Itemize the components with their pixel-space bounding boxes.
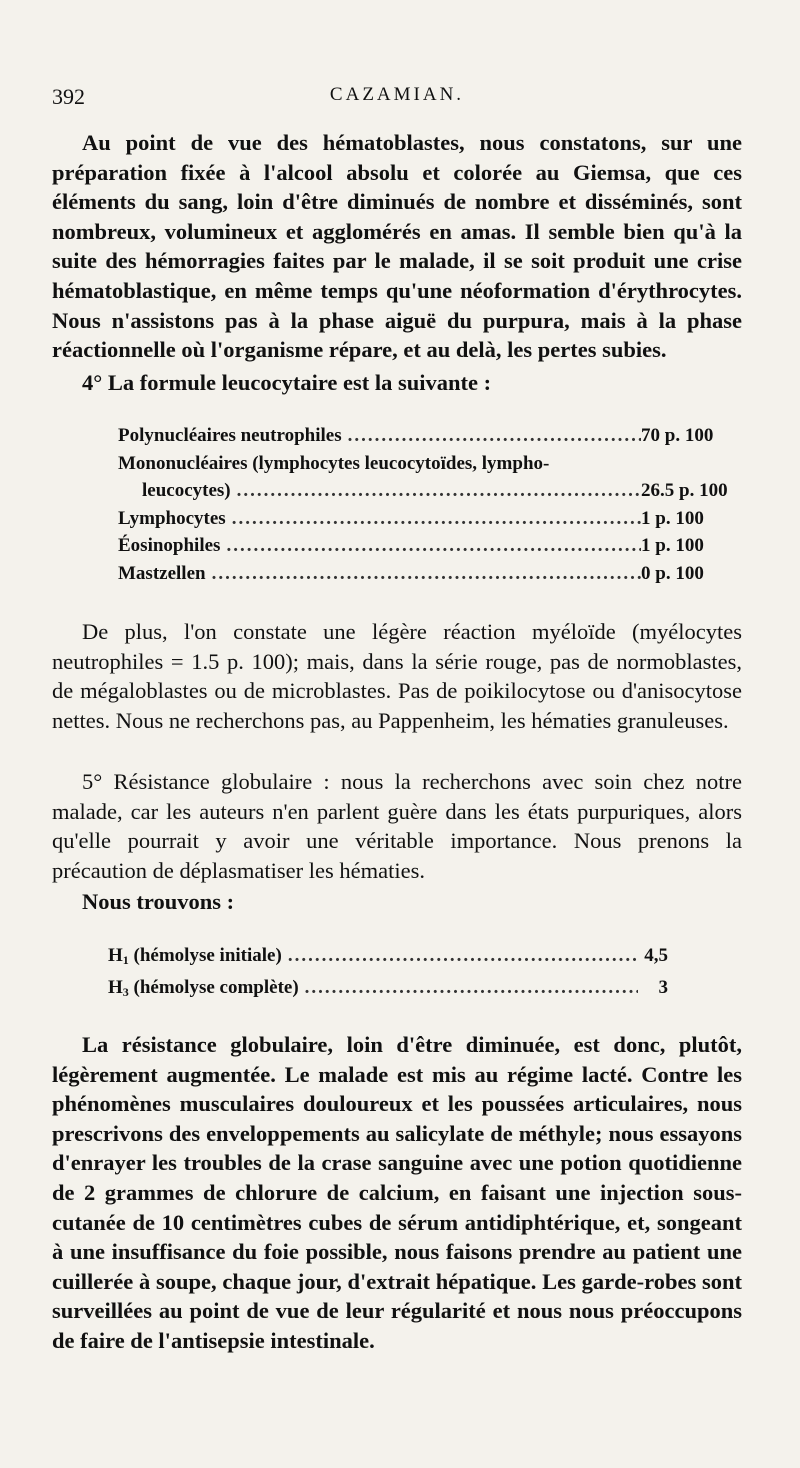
row-value: 0 p. 100 bbox=[641, 562, 704, 584]
row-label bbox=[108, 974, 299, 1006]
table-row bbox=[118, 422, 733, 450]
paragraph-formule-leucocytaire: 4° La formule leucocytaire est la suivante : bbox=[82, 370, 492, 395]
row-value: 1 p. 100 bbox=[641, 507, 704, 529]
row-subscript: 3 bbox=[122, 985, 129, 999]
row-label: Éosinophiles bbox=[118, 535, 221, 557]
paragraph-hematoblastes: Au point de vue des hématoblastes, nous constatons, sur une préparation fixée à l'alcool absolu et colorée au Giemsa, que ces éléments du sang, loin d'être diminués de nombre et disséminés, sont nombreux, volumineux et agglomérés en amas. Il semble bien qu'à la suite des hémorragies faites par le malade, il se soit produit une crise hématoblastique, en même temps qu'une néoformation d'érythrocytes. Nous n'assistons pas à la phase aiguë du purpura, mais à la phase réactionnelle où l'organisme répare, et au delà, les pertes subies. bbox=[52, 130, 742, 363]
running-head: CAZAMIAN. bbox=[329, 84, 465, 105]
row-label bbox=[108, 942, 282, 974]
row-value: 1 p. 100 bbox=[641, 535, 704, 557]
row-symbol: H bbox=[108, 977, 123, 998]
row-description: (hémolyse initiale) bbox=[133, 945, 282, 966]
leader-dots bbox=[299, 974, 638, 1001]
leader-dots bbox=[231, 477, 641, 505]
row-value: 4,5 bbox=[644, 945, 668, 966]
table-row bbox=[118, 560, 733, 588]
row-subscript: 1 bbox=[122, 953, 129, 967]
leader-dots bbox=[226, 505, 641, 533]
row-label: leucocytes) bbox=[142, 480, 231, 502]
paragraph-traitement: La résistance globulaire, loin d'être diminuée, est donc, plutôt, légèrement augmentée. Le malade est mis au régime lacté. Contre les phénomènes musculaires douloureux et les poussées articulaires, nous prescrivons des enveloppements au salicylate de méthyle; nous essayons d'enrayer les troubles de la crase sanguine avec une potion quotidienne de 2 grammes de chlorure de calcium, en faisant une injection sous-cutanée de 10 centimètres cubes de sérum antidiphtérique, et, songeant à une insuffisance du foie possible, nous faisons prendre au patient une cuillerée à soupe, chaque jour, d'extrait hépatique. Les garde-robes sont surveillées au point de vue de leur régularité et nous nous préoccupons de faire de l'antisepsie intestinale. bbox=[52, 1032, 742, 1353]
row-value: 70 p. 100 bbox=[641, 425, 714, 446]
row-symbol: H bbox=[108, 945, 123, 966]
leucocyte-formula-table bbox=[118, 422, 733, 588]
row-label: Mastzellen bbox=[118, 562, 206, 584]
row-label: Lymphocytes bbox=[118, 507, 226, 529]
table-row bbox=[108, 942, 668, 974]
leader-dots bbox=[220, 532, 641, 560]
table-row bbox=[118, 505, 733, 533]
paragraph-resistance-globulaire: 5° Résistance globulaire : nous la recherchons avec soin chez notre malade, car les auteurs n'en parlent guère dans les états purpuriques, alors qu'elle pourrait y avoir une véritable importance. Nous prenons la précaution de déplasmatiser les hématies. bbox=[52, 769, 742, 883]
paragraph-nous-trouvons: Nous trouvons : bbox=[82, 889, 235, 914]
page-header bbox=[52, 84, 742, 114]
table-row bbox=[118, 477, 733, 505]
hemolyse-table bbox=[108, 942, 668, 1006]
leader-dots bbox=[282, 942, 638, 969]
table-row bbox=[118, 532, 733, 560]
row-description: (hémolyse complète) bbox=[133, 977, 299, 998]
page-number: 392 bbox=[52, 84, 85, 109]
row-label: Polynucléaires neutrophiles bbox=[118, 425, 342, 446]
row-value: 3 bbox=[658, 977, 668, 998]
leader-dots bbox=[342, 422, 641, 450]
paragraph-reaction-myeloide: De plus, l'on constate une légère réaction myéloïde (myélocytes neutrophiles = 1.5 p. 100); mais, dans la série rouge, pas de normoblastes, de mégaloblastes ou de microblastes. Pas de poikilocytose ou d'anisocytose nettes. Nous ne recherchons pas, au Pappenheim, les hématies granuleuses. bbox=[52, 619, 742, 733]
row-label: Mononucléaires (lymphocytes leucocytoïdes, lympho- bbox=[118, 452, 550, 474]
row-value: 26.5 p. 100 bbox=[641, 480, 728, 502]
table-row bbox=[108, 974, 668, 1006]
table-row bbox=[118, 450, 733, 478]
leader-dots bbox=[206, 560, 641, 588]
